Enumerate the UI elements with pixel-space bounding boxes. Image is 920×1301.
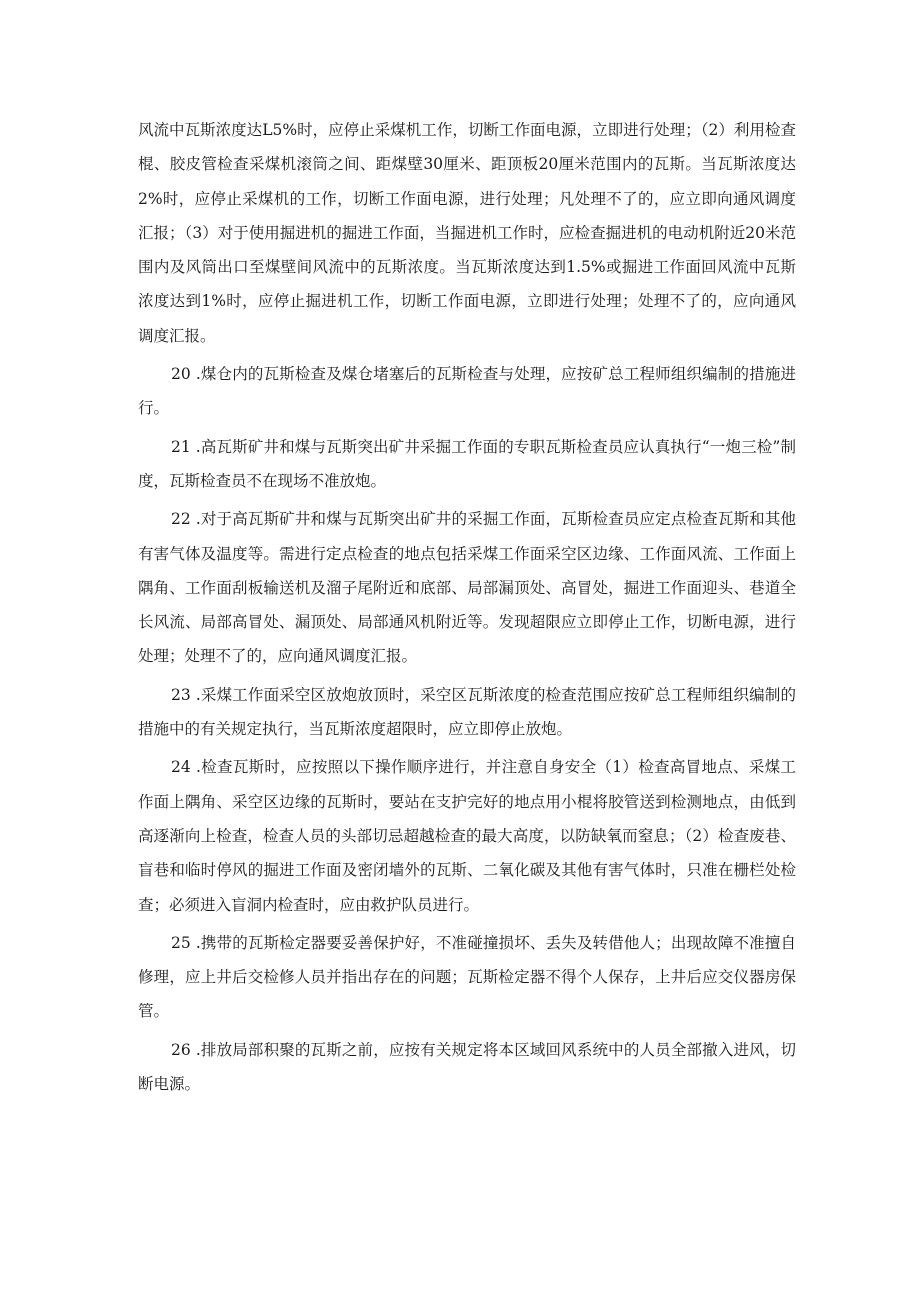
paragraph-item-23: 23 .采煤工作面采空区放炮放顶时，采空区瓦斯浓度的检查范围应按矿总工程师组织编制的措施中的有关规定执行，当瓦斯浓度超限时，应立即停止放炮。 — [138, 685, 796, 739]
document-body — [138, 113, 796, 1105]
paragraph-item-25: 25 .携带的瓦斯检定器要妥善保护好，不准碰撞损坏、丢失及转借他人；出现故障不准擅自修理，应上井后交检修人员并指出存在的问题；瓦斯检定器不得个人保存，上井后应交仪器房保管。 — [138, 933, 796, 1021]
paragraph-item-24: 24 .检查瓦斯时，应按照以下操作顺序进行，并注意自身安全（1）检查高冒地点、采煤工作面上隅角、采空区边缘的瓦斯时，要站在支护完好的地点用小棍将胶管送到检测地点，由低到高逐渐向上检查，检查人员的头部切忌超越检查的最大高度，以防缺氧而窒息；（2）检查废巷、盲巷和临时停风的掘进工作面及密闭墙外的瓦斯、二氧化碳及其他有害气体时，只准在栅栏处检查；必须进入盲洞内检查时，应由救护队员进行。 — [138, 758, 796, 914]
paragraph-item-26: 26 .排放局部积聚的瓦斯之前，应按有关规定将本区域回风系统中的人员全部撤入进风，切断电源。 — [138, 1040, 796, 1094]
paragraph-item-22: 22 .对于高瓦斯矿井和煤与瓦斯突出矿井的采掘工作面，瓦斯检查员应定点检查瓦斯和其他有害气体及温度等。需进行定点检查的地点包括采煤工作面采空区边缘、工作面风流、工作面上隅角、工作面刮板输送机及溜子尾附近和底部、局部漏顶处、高冒处，掘进工作面迎头、巷道全长风流、局部高冒处、漏顶处、局部通风机附近等。发现超限应立即停止工作，切断电源，进行处理；处理不了的，应向通风调度汇报。 — [138, 510, 796, 666]
paragraph-item-20: 20 .煤仓内的瓦斯检查及煤仓堵塞后的瓦斯检查与处理，应按矿总工程师组织编制的措施进行。 — [138, 365, 796, 418]
paragraph-gas-check-continuation: 风流中瓦斯浓度达L5%时，应停止采煤机工作，切断工作面电源，立即进行处理；（2）利用检查棍、胶皮管检查采煤机滚筒之间、距煤壁30厘米、距顶板20厘米范围内的瓦斯。当瓦斯浓度达2%时，应停止采煤机的工作，切断工作面电源，进行处理；凡处理不了的，应立即向通风调度汇报；（3）对于使用掘进机的掘进工作面，当掘进机工作时，应检查掘进机的电动机附近20米范围内及风筒出口至煤壁间风流中的瓦斯浓度。当瓦斯浓度达到1.5%或掘进工作面回风流中瓦斯浓度达到1%时，应停止掘进机工作，切断工作面电源，立即进行处理；处理不了的，应向通风调度汇报。 — [138, 121, 796, 345]
paragraph-item-21: 21 .高瓦斯矿井和煤与瓦斯突出矿井采掘工作面的专职瓦斯检查员应认真执行“一炮三检”制度，瓦斯检查员不在现场不准放炮。 — [138, 437, 796, 490]
